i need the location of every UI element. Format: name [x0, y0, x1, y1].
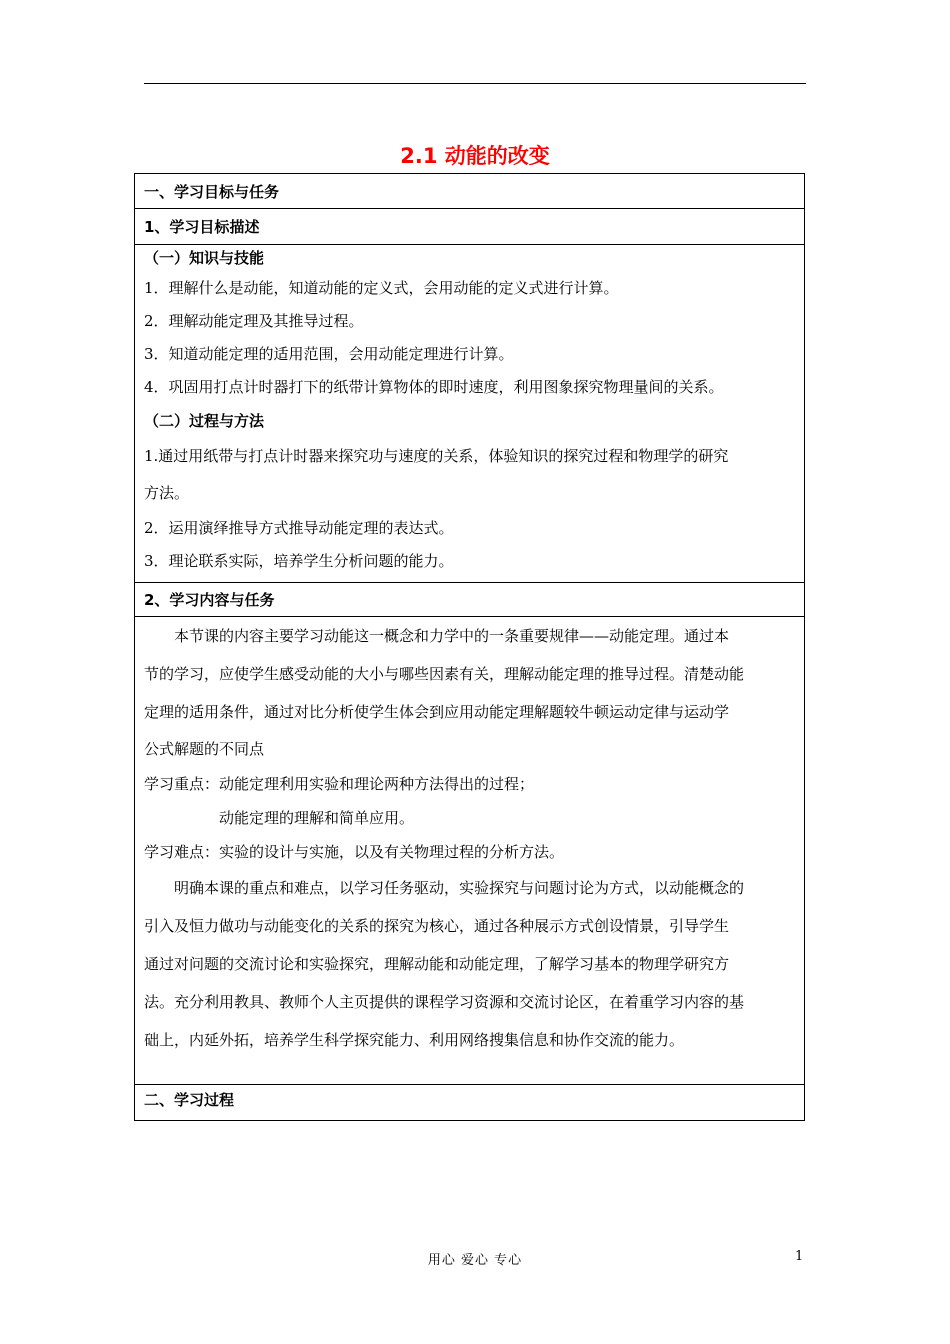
content-cell — [135, 617, 804, 1085]
content-line: 础上，内延外拓，培养学生科学探究能力、利用网络搜集信息和协作交流的能力。 — [144, 1031, 685, 1049]
process-item: 2．运用演绎推导方式推导动能定理的表达式。 — [144, 519, 454, 537]
lesson-table — [134, 173, 805, 1121]
footer-motto: 用心 爱心 专心 — [427, 1253, 523, 1268]
process-heading: （二）过程与方法 — [144, 412, 265, 430]
content-line: 学习重点：动能定理利用实验和理论两种方法得出的过程； — [144, 775, 535, 793]
section-1-heading-row — [135, 174, 804, 209]
content-line: 引入及恒力做功与动能变化的关系的探究为核心，通过各种展示方式创设情景，引导学生 — [144, 917, 730, 935]
subsection-1-heading-row — [135, 209, 804, 245]
content-line: 定理的适用条件，通过对比分析使学生体会到应用动能定理解题较牛顿运动定律与运动学 — [144, 703, 730, 721]
section-2-heading: 二、学习过程 — [144, 1091, 235, 1109]
header-rule — [144, 83, 806, 84]
process-item: 1.通过用纸带与打点计时器来探究功与速度的关系，体验知识的探究过程和物理学的研究 — [144, 447, 729, 465]
subsection-2-heading: 2、学习内容与任务 — [144, 591, 275, 609]
content-line: 明确本课的重点和难点，以学习任务驱动，实验探究与问题讨论为方式，以动能概念的 — [144, 879, 745, 897]
knowledge-item: 2．理解动能定理及其推导过程。 — [144, 312, 364, 330]
content-line: 学习难点：实验的设计与实施，以及有关物理过程的分析方法。 — [144, 843, 565, 861]
page-number: 1 — [795, 1249, 804, 1264]
content-line: 本节课的内容主要学习动能这一概念和力学中的一条重要规律——动能定理。通过本 — [144, 627, 730, 645]
knowledge-heading: （一）知识与技能 — [144, 249, 265, 267]
subsection-2-heading-row — [135, 583, 804, 617]
knowledge-item: 3．知道动能定理的适用范围，会用动能定理进行计算。 — [144, 345, 514, 363]
content-line: 公式解题的不同点 — [144, 740, 265, 758]
objectives-cell — [135, 244, 804, 583]
content-line: 动能定理的理解和简单应用。 — [144, 809, 415, 827]
process-item: 方法。 — [144, 484, 190, 502]
knowledge-item: 4．巩固用打点计时器打下的纸带计算物体的即时速度，利用图象探究物理量间的关系。 — [144, 378, 724, 396]
content-line: 节的学习，应使学生感受动能的大小与哪些因素有关，理解动能定理的推导过程。清楚动能 — [144, 665, 745, 683]
content-line: 通过对问题的交流讨论和实验探究，理解动能和动能定理，了解学习基本的物理学研究方 — [144, 955, 730, 973]
page-title: 2.1 动能的改变 — [400, 144, 550, 168]
section-1-heading: 一、学习目标与任务 — [144, 182, 280, 201]
subsection-1-heading: 1、学习目标描述 — [144, 218, 260, 236]
process-item: 3．理论联系实际，培养学生分析问题的能力。 — [144, 552, 454, 570]
content-line: 法。充分利用教具、教师个人主页提供的课程学习资源和交流讨论区，在着重学习内容的基 — [144, 993, 745, 1011]
knowledge-item: 1．理解什么是动能，知道动能的定义式，会用动能的定义式进行计算。 — [144, 279, 619, 297]
section-2-heading-row — [135, 1085, 804, 1120]
